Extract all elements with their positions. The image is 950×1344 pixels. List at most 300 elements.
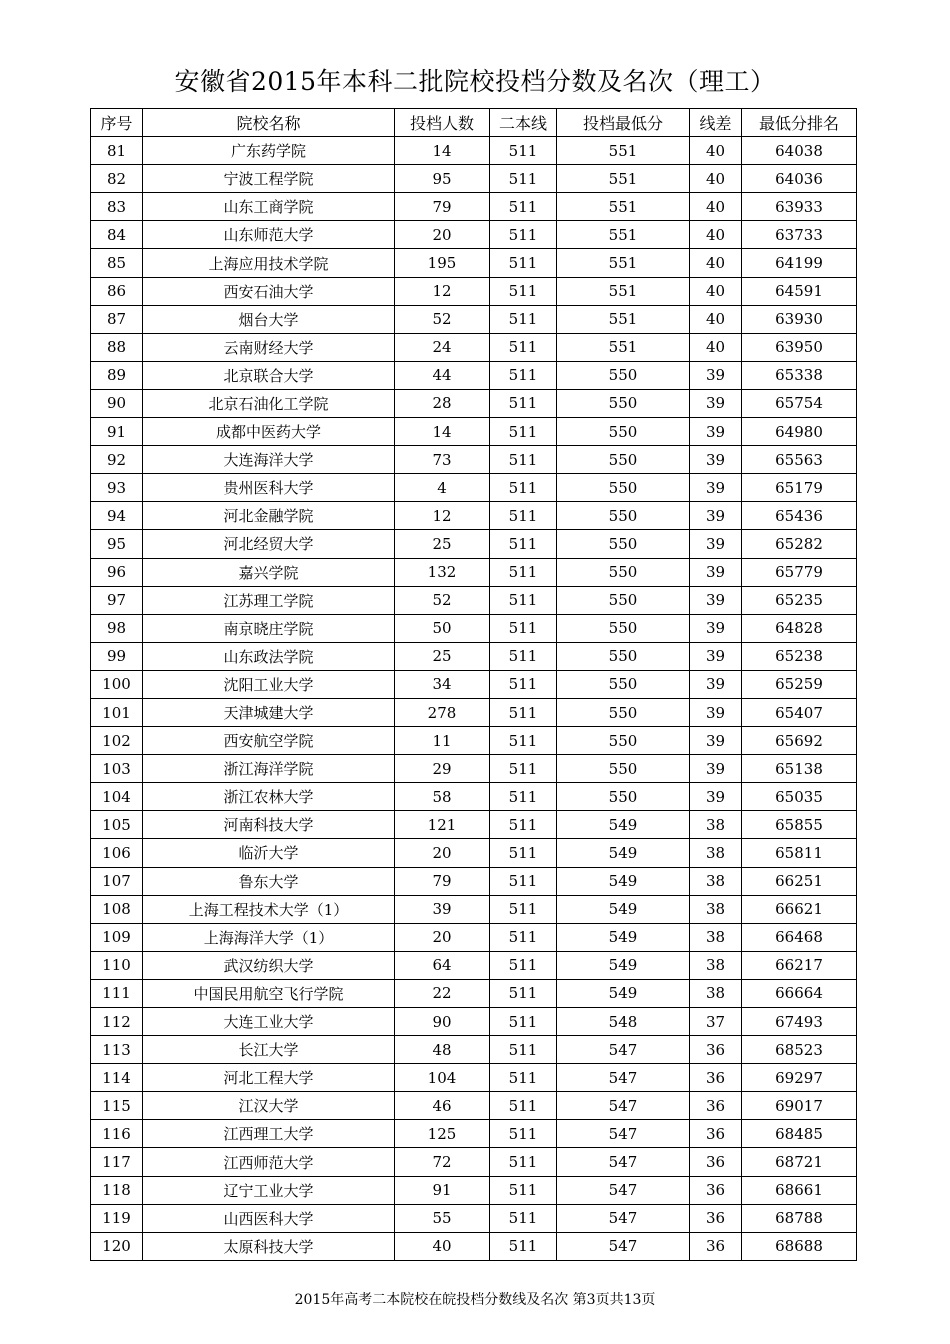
cell-index: 89	[91, 361, 143, 389]
cell-index: 94	[91, 502, 143, 530]
table-row	[91, 698, 857, 726]
table-row	[91, 642, 857, 670]
cell-min-score: 547	[557, 1204, 690, 1232]
table-row	[91, 418, 857, 446]
cell-min-score: 550	[557, 698, 690, 726]
cell-cutoff-line: 511	[490, 867, 557, 895]
cell-index: 118	[91, 1176, 143, 1204]
cell-index: 102	[91, 727, 143, 755]
cell-min-rank: 67493	[742, 1008, 857, 1036]
table-row	[91, 755, 857, 783]
cell-min-score: 548	[557, 1008, 690, 1036]
cell-admitted-count: 20	[395, 839, 490, 867]
cell-admitted-count: 14	[395, 137, 490, 165]
cell-admitted-count: 121	[395, 811, 490, 839]
cell-line-diff: 36	[690, 1232, 742, 1260]
cell-school-name: 成都中医药大学	[143, 418, 395, 446]
cell-min-rank: 65235	[742, 586, 857, 614]
cell-school-name: 北京联合大学	[143, 361, 395, 389]
cell-line-diff: 39	[690, 642, 742, 670]
cell-min-rank: 65563	[742, 446, 857, 474]
cell-admitted-count: 195	[395, 249, 490, 277]
cell-admitted-count: 25	[395, 642, 490, 670]
cell-admitted-count: 91	[395, 1176, 490, 1204]
cell-index: 100	[91, 670, 143, 698]
cell-index: 82	[91, 165, 143, 193]
cell-admitted-count: 25	[395, 530, 490, 558]
cell-school-name: 嘉兴学院	[143, 558, 395, 586]
table-row	[91, 1064, 857, 1092]
column-header-min-score: 投档最低分	[557, 109, 690, 137]
cell-index: 84	[91, 221, 143, 249]
cell-line-diff: 39	[690, 727, 742, 755]
cell-index: 86	[91, 277, 143, 305]
table-row	[91, 811, 857, 839]
cell-school-name: 河北金融学院	[143, 502, 395, 530]
cell-min-score: 550	[557, 783, 690, 811]
cell-line-diff: 39	[690, 558, 742, 586]
cell-school-name: 鲁东大学	[143, 867, 395, 895]
cell-cutoff-line: 511	[490, 979, 557, 1007]
cell-cutoff-line: 511	[490, 277, 557, 305]
cell-min-score: 547	[557, 1176, 690, 1204]
cell-line-diff: 39	[690, 586, 742, 614]
table-row	[91, 1036, 857, 1064]
table-body	[91, 137, 857, 1261]
cell-cutoff-line: 511	[490, 698, 557, 726]
cell-index: 107	[91, 867, 143, 895]
cell-min-score: 551	[557, 137, 690, 165]
table-row	[91, 727, 857, 755]
cell-min-score: 549	[557, 923, 690, 951]
column-header-cutoff-line: 二本线	[490, 109, 557, 137]
cell-admitted-count: 125	[395, 1120, 490, 1148]
cell-cutoff-line: 511	[490, 165, 557, 193]
table-row	[91, 867, 857, 895]
cell-min-rank: 65238	[742, 642, 857, 670]
table-row	[91, 305, 857, 333]
cell-admitted-count: 72	[395, 1148, 490, 1176]
column-header-min-rank: 最低分排名	[742, 109, 857, 137]
cell-index: 115	[91, 1092, 143, 1120]
cell-index: 103	[91, 755, 143, 783]
cell-admitted-count: 50	[395, 614, 490, 642]
cell-school-name: 浙江农林大学	[143, 783, 395, 811]
cell-min-score: 549	[557, 979, 690, 1007]
cell-school-name: 山东工商学院	[143, 193, 395, 221]
cell-min-score: 549	[557, 867, 690, 895]
cell-index: 88	[91, 333, 143, 361]
cell-index: 90	[91, 389, 143, 417]
table-row	[91, 1008, 857, 1036]
cell-school-name: 沈阳工业大学	[143, 670, 395, 698]
cell-min-score: 550	[557, 530, 690, 558]
cell-min-rank: 65035	[742, 783, 857, 811]
cell-index: 98	[91, 614, 143, 642]
cell-school-name: 山西医科大学	[143, 1204, 395, 1232]
cell-cutoff-line: 511	[490, 530, 557, 558]
cell-line-diff: 37	[690, 1008, 742, 1036]
cell-index: 104	[91, 783, 143, 811]
cell-school-name: 临沂大学	[143, 839, 395, 867]
table-row	[91, 446, 857, 474]
cell-school-name: 上海应用技术学院	[143, 249, 395, 277]
cell-school-name: 江汉大学	[143, 1092, 395, 1120]
cell-line-diff: 40	[690, 221, 742, 249]
cell-school-name: 大连工业大学	[143, 1008, 395, 1036]
admission-scores-table	[90, 108, 857, 1261]
cell-min-score: 550	[557, 361, 690, 389]
cell-line-diff: 36	[690, 1204, 742, 1232]
cell-admitted-count: 24	[395, 333, 490, 361]
cell-min-rank: 63930	[742, 305, 857, 333]
cell-line-diff: 38	[690, 979, 742, 1007]
cell-min-rank: 68688	[742, 1232, 857, 1260]
table-row	[91, 614, 857, 642]
cell-school-name: 江西师范大学	[143, 1148, 395, 1176]
table-row	[91, 1204, 857, 1232]
cell-min-rank: 65692	[742, 727, 857, 755]
cell-admitted-count: 58	[395, 783, 490, 811]
cell-index: 83	[91, 193, 143, 221]
cell-school-name: 江西理工大学	[143, 1120, 395, 1148]
cell-school-name: 河南科技大学	[143, 811, 395, 839]
cell-line-diff: 40	[690, 137, 742, 165]
cell-min-score: 550	[557, 586, 690, 614]
cell-cutoff-line: 511	[490, 361, 557, 389]
cell-index: 110	[91, 951, 143, 979]
cell-min-rank: 65436	[742, 502, 857, 530]
column-header-index: 序号	[91, 109, 143, 137]
cell-index: 109	[91, 923, 143, 951]
cell-line-diff: 38	[690, 839, 742, 867]
cell-school-name: 中国民用航空飞行学院	[143, 979, 395, 1007]
cell-cutoff-line: 511	[490, 951, 557, 979]
cell-cutoff-line: 511	[490, 811, 557, 839]
table-row	[91, 586, 857, 614]
cell-admitted-count: 29	[395, 755, 490, 783]
cell-cutoff-line: 511	[490, 1148, 557, 1176]
cell-school-name: 长江大学	[143, 1036, 395, 1064]
cell-admitted-count: 79	[395, 193, 490, 221]
column-header-line-diff: 线差	[690, 109, 742, 137]
cell-line-diff: 39	[690, 698, 742, 726]
cell-school-name: 山东政法学院	[143, 642, 395, 670]
table-row	[91, 1232, 857, 1260]
table-row	[91, 333, 857, 361]
cell-index: 95	[91, 530, 143, 558]
cell-cutoff-line: 511	[490, 1092, 557, 1120]
cell-index: 114	[91, 1064, 143, 1092]
table-row	[91, 277, 857, 305]
table-row	[91, 1176, 857, 1204]
cell-min-score: 547	[557, 1232, 690, 1260]
cell-min-score: 547	[557, 1064, 690, 1092]
cell-school-name: 云南财经大学	[143, 333, 395, 361]
cell-min-rank: 65282	[742, 530, 857, 558]
cell-cutoff-line: 511	[490, 586, 557, 614]
cell-line-diff: 40	[690, 165, 742, 193]
cell-min-score: 550	[557, 446, 690, 474]
cell-min-score: 550	[557, 474, 690, 502]
cell-line-diff: 39	[690, 446, 742, 474]
table-row	[91, 474, 857, 502]
cell-index: 105	[91, 811, 143, 839]
table-row	[91, 1120, 857, 1148]
cell-min-score: 549	[557, 839, 690, 867]
cell-line-diff: 39	[690, 389, 742, 417]
cell-school-name: 太原科技大学	[143, 1232, 395, 1260]
cell-line-diff: 39	[690, 755, 742, 783]
cell-line-diff: 40	[690, 249, 742, 277]
cell-index: 92	[91, 446, 143, 474]
cell-cutoff-line: 511	[490, 558, 557, 586]
cell-line-diff: 39	[690, 502, 742, 530]
cell-index: 113	[91, 1036, 143, 1064]
table-container	[90, 108, 856, 1261]
cell-index: 116	[91, 1120, 143, 1148]
cell-cutoff-line: 511	[490, 389, 557, 417]
cell-index: 93	[91, 474, 143, 502]
cell-index: 120	[91, 1232, 143, 1260]
cell-min-rank: 68485	[742, 1120, 857, 1148]
cell-min-rank: 68523	[742, 1036, 857, 1064]
cell-line-diff: 38	[690, 895, 742, 923]
cell-min-rank: 64036	[742, 165, 857, 193]
cell-min-rank: 63950	[742, 333, 857, 361]
cell-cutoff-line: 511	[490, 1232, 557, 1260]
cell-min-rank: 66217	[742, 951, 857, 979]
table-row	[91, 389, 857, 417]
page-title: 安徽省2015年本科二批院校投档分数及名次（理工）	[174, 67, 776, 96]
cell-min-score: 551	[557, 193, 690, 221]
cell-min-score: 551	[557, 333, 690, 361]
cell-min-score: 547	[557, 1148, 690, 1176]
cell-school-name: 宁波工程学院	[143, 165, 395, 193]
cell-min-rank: 68788	[742, 1204, 857, 1232]
cell-min-rank: 64038	[742, 137, 857, 165]
table-row	[91, 558, 857, 586]
cell-line-diff: 38	[690, 923, 742, 951]
cell-school-name: 辽宁工业大学	[143, 1176, 395, 1204]
cell-min-rank: 63933	[742, 193, 857, 221]
cell-min-rank: 65855	[742, 811, 857, 839]
cell-admitted-count: 52	[395, 586, 490, 614]
cell-line-diff: 39	[690, 670, 742, 698]
cell-min-rank: 65179	[742, 474, 857, 502]
cell-line-diff: 39	[690, 783, 742, 811]
cell-min-score: 551	[557, 221, 690, 249]
cell-school-name: 上海工程技术大学（1）	[143, 895, 395, 923]
cell-line-diff: 36	[690, 1064, 742, 1092]
cell-cutoff-line: 511	[490, 446, 557, 474]
cell-min-score: 550	[557, 727, 690, 755]
cell-admitted-count: 79	[395, 867, 490, 895]
cell-min-rank: 64980	[742, 418, 857, 446]
cell-admitted-count: 11	[395, 727, 490, 755]
cell-admitted-count: 95	[395, 165, 490, 193]
cell-school-name: 西安石油大学	[143, 277, 395, 305]
cell-line-diff: 40	[690, 277, 742, 305]
cell-min-score: 549	[557, 951, 690, 979]
cell-index: 87	[91, 305, 143, 333]
cell-min-rank: 65138	[742, 755, 857, 783]
cell-admitted-count: 52	[395, 305, 490, 333]
cell-min-score: 551	[557, 305, 690, 333]
cell-admitted-count: 55	[395, 1204, 490, 1232]
cell-admitted-count: 132	[395, 558, 490, 586]
cell-school-name: 贵州医科大学	[143, 474, 395, 502]
cell-cutoff-line: 511	[490, 614, 557, 642]
cell-min-rank: 65754	[742, 389, 857, 417]
cell-min-score: 550	[557, 755, 690, 783]
cell-cutoff-line: 511	[490, 1064, 557, 1092]
cell-cutoff-line: 511	[490, 1036, 557, 1064]
table-row	[91, 979, 857, 1007]
cell-school-name: 广东药学院	[143, 137, 395, 165]
cell-cutoff-line: 511	[490, 249, 557, 277]
cell-cutoff-line: 511	[490, 642, 557, 670]
cell-school-name: 武汉纺织大学	[143, 951, 395, 979]
cell-min-score: 550	[557, 389, 690, 417]
table-row	[91, 1092, 857, 1120]
cell-cutoff-line: 511	[490, 333, 557, 361]
cell-min-score: 550	[557, 614, 690, 642]
cell-school-name: 河北工程大学	[143, 1064, 395, 1092]
cell-cutoff-line: 511	[490, 137, 557, 165]
table-row	[91, 137, 857, 165]
cell-cutoff-line: 511	[490, 305, 557, 333]
cell-min-score: 551	[557, 249, 690, 277]
cell-cutoff-line: 511	[490, 923, 557, 951]
cell-cutoff-line: 511	[490, 1120, 557, 1148]
cell-admitted-count: 40	[395, 1232, 490, 1260]
cell-index: 81	[91, 137, 143, 165]
cell-admitted-count: 278	[395, 698, 490, 726]
table-row	[91, 221, 857, 249]
cell-index: 119	[91, 1204, 143, 1232]
cell-index: 91	[91, 418, 143, 446]
cell-min-rank: 64828	[742, 614, 857, 642]
cell-cutoff-line: 511	[490, 895, 557, 923]
cell-min-rank: 69017	[742, 1092, 857, 1120]
cell-min-rank: 64591	[742, 277, 857, 305]
table-row	[91, 530, 857, 558]
cell-min-rank: 66664	[742, 979, 857, 1007]
cell-admitted-count: 14	[395, 418, 490, 446]
cell-min-rank: 68661	[742, 1176, 857, 1204]
cell-min-score: 549	[557, 811, 690, 839]
cell-min-rank: 63733	[742, 221, 857, 249]
cell-admitted-count: 20	[395, 923, 490, 951]
cell-index: 112	[91, 1008, 143, 1036]
cell-admitted-count: 64	[395, 951, 490, 979]
cell-admitted-count: 73	[395, 446, 490, 474]
cell-admitted-count: 4	[395, 474, 490, 502]
cell-admitted-count: 34	[395, 670, 490, 698]
cell-line-diff: 38	[690, 951, 742, 979]
cell-line-diff: 36	[690, 1148, 742, 1176]
cell-school-name: 上海海洋大学（1）	[143, 923, 395, 951]
cell-line-diff: 39	[690, 474, 742, 502]
cell-min-score: 547	[557, 1092, 690, 1120]
cell-school-name: 北京石油化工学院	[143, 389, 395, 417]
cell-index: 117	[91, 1148, 143, 1176]
cell-admitted-count: 12	[395, 502, 490, 530]
cell-line-diff: 36	[690, 1176, 742, 1204]
table-row	[91, 670, 857, 698]
cell-min-rank: 66251	[742, 867, 857, 895]
cell-line-diff: 39	[690, 614, 742, 642]
cell-line-diff: 39	[690, 361, 742, 389]
cell-cutoff-line: 511	[490, 670, 557, 698]
cell-line-diff: 38	[690, 811, 742, 839]
table-row	[91, 249, 857, 277]
column-header-admitted-count: 投档人数	[395, 109, 490, 137]
table-row	[91, 783, 857, 811]
cell-school-name: 大连海洋大学	[143, 446, 395, 474]
cell-cutoff-line: 511	[490, 193, 557, 221]
cell-line-diff: 38	[690, 867, 742, 895]
cell-min-score: 550	[557, 670, 690, 698]
table-row	[91, 502, 857, 530]
table-row	[91, 1148, 857, 1176]
cell-school-name: 烟台大学	[143, 305, 395, 333]
cell-admitted-count: 28	[395, 389, 490, 417]
cell-min-score: 550	[557, 418, 690, 446]
cell-admitted-count: 90	[395, 1008, 490, 1036]
cell-school-name: 山东师范大学	[143, 221, 395, 249]
cell-index: 97	[91, 586, 143, 614]
cell-school-name: 西安航空学院	[143, 727, 395, 755]
cell-cutoff-line: 511	[490, 221, 557, 249]
cell-line-diff: 36	[690, 1120, 742, 1148]
table-row	[91, 839, 857, 867]
cell-admitted-count: 104	[395, 1064, 490, 1092]
cell-min-score: 550	[557, 558, 690, 586]
cell-admitted-count: 44	[395, 361, 490, 389]
cell-cutoff-line: 511	[490, 839, 557, 867]
page-footer: 2015年高考二本院校在皖投档分数线及名次 第3页共13页	[294, 1292, 656, 1308]
table-header-row	[91, 109, 857, 137]
cell-cutoff-line: 511	[490, 1008, 557, 1036]
cell-index: 108	[91, 895, 143, 923]
cell-min-rank: 69297	[742, 1064, 857, 1092]
cell-line-diff: 40	[690, 333, 742, 361]
cell-school-name: 天津城建大学	[143, 698, 395, 726]
cell-admitted-count: 12	[395, 277, 490, 305]
cell-min-score: 547	[557, 1036, 690, 1064]
cell-min-score: 551	[557, 277, 690, 305]
cell-admitted-count: 46	[395, 1092, 490, 1120]
cell-min-rank: 68721	[742, 1148, 857, 1176]
table-row	[91, 165, 857, 193]
column-header-school: 院校名称	[143, 109, 395, 137]
cell-line-diff: 39	[690, 418, 742, 446]
table-row	[91, 923, 857, 951]
cell-min-score: 547	[557, 1120, 690, 1148]
cell-min-rank: 65779	[742, 558, 857, 586]
cell-cutoff-line: 511	[490, 474, 557, 502]
cell-index: 101	[91, 698, 143, 726]
cell-min-rank: 64199	[742, 249, 857, 277]
cell-index: 99	[91, 642, 143, 670]
cell-min-rank: 65338	[742, 361, 857, 389]
cell-admitted-count: 39	[395, 895, 490, 923]
cell-min-score: 551	[557, 165, 690, 193]
cell-min-rank: 65259	[742, 670, 857, 698]
cell-cutoff-line: 511	[490, 502, 557, 530]
